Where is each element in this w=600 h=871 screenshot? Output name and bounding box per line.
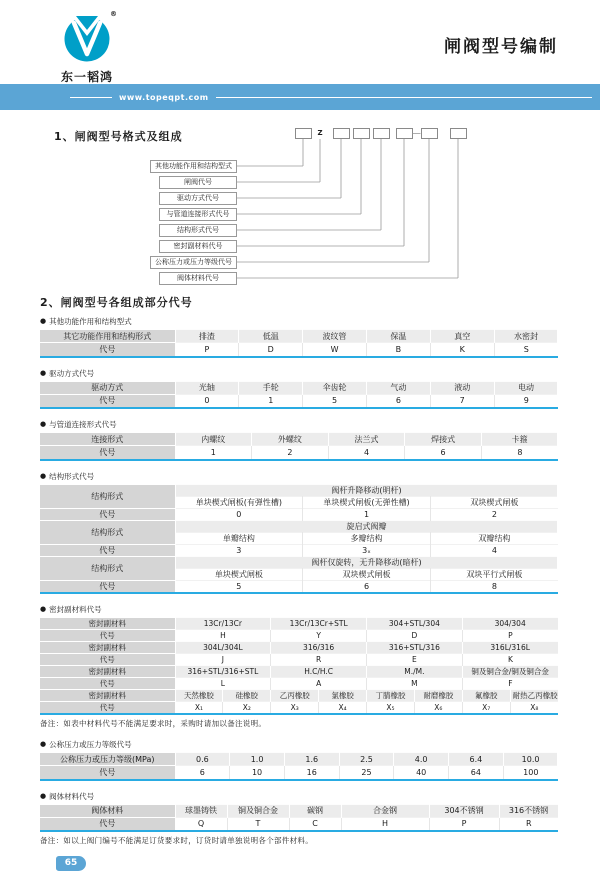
table-label-cell: 代号 (40, 630, 175, 642)
table-code-cell: Y (271, 630, 367, 642)
section-model-format (40, 126, 558, 286)
page-title: 闸阀型号编制 (444, 37, 558, 57)
table-code-cell: X₁ (175, 702, 223, 714)
diagram-label: 与管道连接形式代号 (159, 208, 237, 221)
table-label-cell: 代号 (40, 394, 175, 407)
table-code-cell: 5 (303, 394, 367, 407)
table-row (40, 394, 558, 407)
table-row (40, 678, 558, 690)
table-value-cell: 0.6 (175, 753, 230, 766)
table-bullet-label: 公称压力或压力等级代号 (49, 740, 132, 749)
table-row (40, 520, 558, 532)
table-label-cell: 代号 (40, 702, 175, 714)
bullet-icon: ● (40, 740, 47, 748)
table-value-cell: 13Cr/13Cr (175, 618, 271, 630)
table-code-cell: X₆ (414, 702, 462, 714)
table-row (40, 666, 558, 678)
band-divider-line (216, 97, 592, 98)
table-value-cell: 单块楔式闸板 (175, 568, 303, 580)
table-row (40, 446, 558, 459)
table-value-cell: M./M. (367, 666, 463, 678)
bullet-icon: ● (40, 368, 47, 377)
table-bullet-line (40, 368, 558, 379)
code-table-group (40, 791, 558, 847)
table-row (40, 484, 558, 496)
diagram-connector-lines (40, 126, 558, 286)
table-code-cell: X₄ (319, 702, 367, 714)
table-code-cell: K (462, 654, 558, 666)
code-table (40, 329, 558, 358)
table-bullet-line (40, 419, 558, 430)
table-code-cell: 4 (430, 544, 558, 556)
table-span-header-cell: 阀杆升降移动(明杆) (175, 484, 558, 496)
code-table (40, 432, 558, 461)
table-value-cell: 耐热乙丙橡胶 (510, 690, 558, 702)
table-row (40, 766, 558, 779)
table-code-cell: 7 (430, 394, 494, 407)
table-code-cell: X₅ (367, 702, 415, 714)
table-code-cell: P (175, 343, 239, 356)
table-value-cell: 氯橡胶 (319, 690, 367, 702)
table-code-cell: 6 (366, 394, 430, 407)
table-code-cell: 8 (430, 580, 558, 592)
model-format-diagram (40, 126, 558, 286)
bullet-icon: ● (40, 471, 47, 480)
table-value-cell: 多瓣结构 (303, 532, 431, 544)
code-table-group (40, 739, 558, 781)
table-label-cell: 密封副材料 (40, 690, 175, 702)
table-bullet-line (40, 604, 558, 615)
table-value-cell: 304L/304L (175, 642, 271, 654)
table-value-cell: 天然橡胶 (175, 690, 223, 702)
table-value-cell: 耐磨橡胶 (414, 690, 462, 702)
table-value-cell: 1.6 (284, 753, 339, 766)
table-code-cell: X₇ (462, 702, 510, 714)
table-bullet-label: 密封副材料代号 (49, 605, 102, 614)
table-bullet-label: 阀体材料代号 (49, 791, 95, 801)
table-label-cell: 代号 (40, 446, 175, 459)
registered-mark: ® (110, 10, 117, 18)
table-row (40, 556, 558, 568)
diagram-label: 闸阀代号 (159, 176, 237, 189)
table-code-cell: 2 (252, 446, 329, 459)
company-name: 东一韬鸿 (60, 70, 113, 84)
table-code-cell: 6 (405, 446, 482, 459)
table-footnote: 备注：如表中材料代号不能满足要求时，采购时请加以备注说明。 (40, 719, 267, 728)
bullet-icon: ● (40, 420, 47, 428)
table-row (40, 508, 558, 520)
table-value-cell: 双块平行式闸板 (430, 568, 558, 580)
table-label-cell: 结构形式 (40, 520, 175, 544)
table-label-cell: 驱动方式 (40, 381, 175, 394)
table-row (40, 381, 558, 394)
table-value-cell: 水密封 (494, 330, 558, 343)
table-code-cell: 9 (494, 394, 558, 407)
section2-heading: 2、闸阀型号各组成部分代号 (40, 296, 193, 309)
table-value-cell: 手轮 (239, 381, 303, 394)
table-value-cell: 卡箍 (481, 433, 558, 446)
table-code-cell: 0 (175, 508, 303, 520)
table-code-cell: 8 (481, 446, 558, 459)
code-tables (40, 316, 558, 846)
table-row (40, 343, 558, 356)
table-value-cell: 电动 (494, 381, 558, 394)
table-value-cell: 316L/316L (462, 642, 558, 654)
table-value-cell: 焊接式 (405, 433, 482, 446)
table-row (40, 817, 558, 830)
table-label-cell: 代号 (40, 508, 175, 520)
table-value-cell: 316+STL/316+STL (175, 666, 271, 678)
table-label-cell: 连接形式 (40, 433, 175, 446)
table-label-cell: 代号 (40, 766, 175, 779)
table-code-cell: 25 (339, 766, 394, 779)
code-table (40, 752, 558, 781)
table-code-cell: 5 (175, 580, 303, 592)
table-code-cell: P (462, 630, 558, 642)
table-code-cell: 64 (449, 766, 504, 779)
table-row (40, 702, 558, 714)
table-row (40, 433, 558, 446)
table-value-cell: 光轴 (175, 381, 239, 394)
code-table (40, 617, 558, 715)
table-code-cell: 10 (230, 766, 285, 779)
table-row (40, 544, 558, 556)
table-label-cell: 代号 (40, 654, 175, 666)
table-code-cell: E (367, 654, 463, 666)
bullet-icon: ● (40, 605, 47, 613)
table-label-cell: 代号 (40, 343, 175, 356)
table-value-cell: 伞齿轮 (303, 381, 367, 394)
table-value-cell: 10.0 (503, 753, 558, 766)
table-value-cell: H.C/H.C (271, 666, 367, 678)
table-label-cell: 其它功能作用和结构形式 (40, 330, 175, 343)
table-value-cell: 低温 (239, 330, 303, 343)
table-row (40, 630, 558, 642)
table-value-cell: 316/316 (271, 642, 367, 654)
table-label-cell: 代号 (40, 678, 175, 690)
table-label-cell: 代号 (40, 544, 175, 556)
table-code-cell: 40 (394, 766, 449, 779)
table-bullet-label: 与管道连接形式代号 (49, 420, 117, 429)
code-table-group (40, 316, 558, 358)
diagram-label: 阀体材料代号 (159, 272, 237, 285)
table-row (40, 690, 558, 702)
table-code-cell: R (271, 654, 367, 666)
table-value-cell: 铜及铜合金/铜及铜合金 (462, 666, 558, 678)
diagram-label: 结构形式代号 (159, 224, 237, 237)
code-table-group (40, 604, 558, 729)
table-bullet-label: 驱动方式代号 (49, 368, 95, 378)
table-label-cell: 阀体材料 (40, 804, 175, 817)
diagram-label: 驱动方式代号 (159, 192, 237, 205)
table-code-cell: 6 (303, 580, 431, 592)
table-code-cell: 2 (430, 508, 558, 520)
table-value-cell: 双块楔式闸板 (303, 568, 431, 580)
table-value-cell: 丁腈橡胶 (367, 690, 415, 702)
table-code-cell: M (367, 678, 463, 690)
table-value-cell: 13Cr/13Cr+STL (271, 618, 367, 630)
table-value-cell: 304/304 (462, 618, 558, 630)
table-value-cell: 真空 (430, 330, 494, 343)
table-code-cell: R (499, 817, 558, 830)
table-code-cell: 1 (175, 446, 252, 459)
table-value-cell: 外螺纹 (252, 433, 329, 446)
table-value-cell: 波纹管 (303, 330, 367, 343)
table-value-cell: 1.0 (230, 753, 285, 766)
code-table-group (40, 471, 558, 595)
table-code-cell: 16 (284, 766, 339, 779)
table-code-cell: 1 (303, 508, 431, 520)
table-value-cell: 双块楔式闸板 (430, 496, 558, 508)
section-component-codes (40, 294, 558, 846)
table-label-cell: 密封副材料 (40, 642, 175, 654)
table-value-cell: 2.5 (339, 753, 394, 766)
table-value-cell: 合金钢 (341, 804, 429, 817)
table-code-cell: 6 (175, 766, 230, 779)
table-code-cell: K (430, 343, 494, 356)
table-code-cell: Q (175, 817, 227, 830)
table-bullet-label: 其他功能作用和结构型式 (49, 317, 132, 326)
table-footnote: 备注：如以上阀门编号不能满足订货要求时，订货时请单独说明各个部件材料。 (40, 836, 313, 845)
table-code-cell: 0 (175, 394, 239, 407)
table-code-cell: J (175, 654, 271, 666)
bullet-icon: ● (40, 317, 47, 325)
code-table (40, 484, 558, 595)
table-code-cell: B (366, 343, 430, 356)
table-code-cell: X₂ (223, 702, 271, 714)
table-row (40, 654, 558, 666)
table-row (40, 642, 558, 654)
table-code-cell: 4 (328, 446, 405, 459)
table-code-cell: P (429, 817, 499, 830)
code-table-group (40, 419, 558, 461)
table-row (40, 753, 558, 766)
table-value-cell: 单瓣结构 (175, 532, 303, 544)
table-span-header-cell: 旋启式阀瓣 (175, 520, 558, 532)
table-code-cell: H (341, 817, 429, 830)
table-value-cell: 保温 (366, 330, 430, 343)
table-code-cell: D (367, 630, 463, 642)
table-row (40, 330, 558, 343)
table-label-cell: 代号 (40, 817, 175, 830)
table-bullet-line (40, 471, 558, 482)
table-code-cell: L (175, 678, 271, 690)
bullet-icon: ● (40, 791, 47, 800)
code-table (40, 381, 558, 410)
table-value-cell: 铜及铜合金 (227, 804, 289, 817)
table-bullet-label: 结构形式代号 (49, 471, 95, 481)
table-label-cell: 代号 (40, 580, 175, 592)
table-code-cell: 3ₓ (303, 544, 431, 556)
table-value-cell: 乙丙橡胶 (271, 690, 319, 702)
table-code-cell: T (227, 817, 289, 830)
table-span-header-cell: 阀杆仅旋转，无升降移动(暗杆) (175, 556, 558, 568)
table-label-cell: 结构形式 (40, 556, 175, 580)
table-code-cell: 1 (239, 394, 303, 407)
page-content (0, 126, 600, 871)
section1-heading: 1、闸阀型号格式及组成 (54, 130, 183, 143)
table-code-cell: X₃ (271, 702, 319, 714)
band-divider-line (70, 97, 112, 98)
table-value-cell: 碳钢 (289, 804, 341, 817)
company-logo (52, 10, 122, 85)
table-code-cell: X₈ (510, 702, 558, 714)
table-label-cell: 密封副材料 (40, 618, 175, 630)
table-label-cell: 结构形式 (40, 484, 175, 508)
code-table (40, 804, 558, 833)
code-table-group (40, 368, 558, 410)
table-value-cell: 液动 (430, 381, 494, 394)
table-code-cell: D (239, 343, 303, 356)
table-bullet-line (40, 316, 558, 327)
table-value-cell: 硅橡胶 (223, 690, 271, 702)
table-label-cell: 公称压力或压力等级(MPa) (40, 753, 175, 766)
table-row (40, 618, 558, 630)
table-value-cell: 304+STL/304 (367, 618, 463, 630)
diagram-label: 其他功能作用和结构型式 (150, 160, 237, 173)
table-value-cell: 气动 (366, 381, 430, 394)
table-value-cell: 法兰式 (328, 433, 405, 446)
diagram-label: 密封副材料代号 (159, 240, 237, 253)
table-value-cell: 304不锈钢 (429, 804, 499, 817)
table-code-cell: 3 (175, 544, 303, 556)
table-value-cell: 内螺纹 (175, 433, 252, 446)
page-header (0, 0, 600, 84)
table-row (40, 580, 558, 592)
page-number-badge: 65 (56, 856, 86, 871)
table-code-cell: W (303, 343, 367, 356)
table-value-cell: 氟橡胶 (462, 690, 510, 702)
diagram-label: 公称压力或压力等级代号 (150, 256, 237, 269)
table-value-cell: 316+STL/316 (367, 642, 463, 654)
table-value-cell: 排渣 (175, 330, 239, 343)
table-code-cell: 100 (503, 766, 558, 779)
logo-mark-icon (63, 10, 111, 62)
table-code-cell: F (462, 678, 558, 690)
table-value-cell: 6.4 (449, 753, 504, 766)
table-value-cell: 球墨铸铁 (175, 804, 227, 817)
table-value-cell: 单块楔式闸板(无弹性槽) (303, 496, 431, 508)
table-code-cell: S (494, 343, 558, 356)
table-value-cell: 4.0 (394, 753, 449, 766)
table-value-cell: 单块楔式闸板(有弹性槽) (175, 496, 303, 508)
table-row (40, 804, 558, 817)
valve-type-letter: Z (317, 129, 323, 137)
table-bullet-line (40, 791, 558, 802)
table-code-cell: A (271, 678, 367, 690)
table-value-cell: 316不锈钢 (499, 804, 558, 817)
website-band (0, 84, 600, 110)
table-value-cell: 双瓣结构 (430, 532, 558, 544)
table-bullet-line (40, 739, 558, 750)
table-label-cell: 密封副材料 (40, 666, 175, 678)
table-code-cell: C (289, 817, 341, 830)
table-code-cell: H (175, 630, 271, 642)
website-url: www.topeqpt.com (119, 92, 209, 102)
